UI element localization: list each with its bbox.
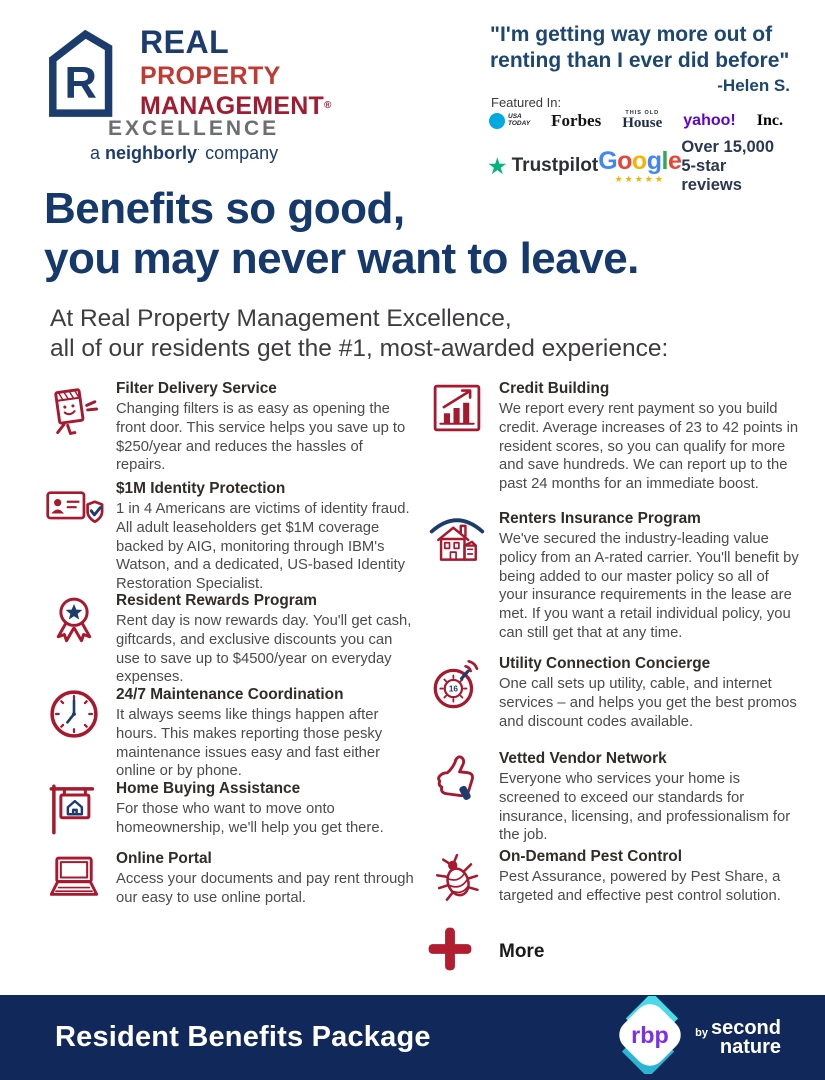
benefit-identity-protection	[42, 480, 414, 594]
insured-house-icon	[425, 510, 489, 643]
brand-wordmark	[140, 26, 332, 119]
benefit-title: Credit Building	[499, 380, 610, 397]
second-nature-wordmark: by second nature	[695, 1016, 781, 1058]
benefit-maintenance	[42, 686, 414, 781]
thermostat-dial-icon	[425, 655, 489, 731]
usa-today-circle-icon	[489, 113, 505, 129]
benefit-title: $1M Identity Protection	[116, 480, 286, 497]
clock-icon	[42, 686, 106, 781]
benefit-title: Vetted Vendor Network	[499, 750, 667, 767]
usa-today-logo: USA TODAY	[489, 113, 530, 129]
benefit-desc: Access your documents and pay rent through our easy to use online portal.	[116, 871, 414, 906]
benefit-desc: We report every rent payment so you build credit. Average increases of 23 to 42 points in resident scores, so you can qualify for more and save hundreds. We can report up to the past 24 months for an immediate boost.	[499, 401, 799, 493]
neighborly-tagline: a neighborly· company	[90, 143, 279, 163]
benefit-desc: 1 in 4 Americans are victims of identity fraud. All adult leaseholders get $1M coverage backed by AIG, monitoring through IBM's Watson, and a dedicated, US-based Identity Restoration Specialist.	[116, 501, 410, 593]
testimonial-quote: "I'm getting way more out of renting than I ever did before"	[490, 23, 790, 72]
trustpilot-star-icon: ★	[487, 152, 508, 179]
svg-text:rbp: rbp	[631, 1021, 669, 1048]
google-stars-icon: ★★★★★	[614, 173, 665, 184]
rbp-second-nature-logo	[613, 996, 781, 1079]
this-old-house-logo: THIS OLD House	[622, 109, 663, 132]
google-logo: Google ★★★★★	[598, 146, 682, 184]
page-subtitle: At Real Property Management Excellence, all of our residents get the #1, most-awarded experience:	[50, 305, 669, 362]
rbp-badge-icon	[613, 996, 687, 1079]
benefit-title: Online Portal	[116, 850, 212, 867]
yahoo-logo: yahoo!	[683, 112, 736, 129]
sub-brand-excellence: EXCELLENCE	[108, 117, 280, 140]
benefit-desc: We've secured the industry-leading value policy from an A-rated carrier. You'll benefit by being added to our master policy so all of your insurance requirements in the lease are met. If you want a retail individual policy, you can still get that at any time.	[499, 531, 799, 641]
benefit-desc: Everyone who services your home is screened to exceed our standards for insurance, licensing, and professionalism for the job.	[499, 771, 791, 844]
press-logos-row	[489, 107, 783, 135]
benefit-title: Resident Rewards Program	[116, 592, 317, 609]
identity-protection-icon	[42, 480, 106, 594]
trustpilot-logo: ★ Trustpilot	[487, 152, 599, 179]
benefit-desc: Rent day is now rewards day. You'll get cash, giftcards, and exclusive discounts you can use to save up to $4500/year on everyday expenses.	[116, 613, 412, 686]
benefit-filter-delivery	[42, 380, 414, 475]
testimonial-attribution: -Helen S.	[717, 76, 790, 95]
filter-delivery-icon	[42, 380, 106, 475]
forbes-logo: Forbes	[551, 111, 602, 130]
benefit-title: 24/7 Maintenance Coordination	[116, 686, 344, 703]
registered-mark: ®	[323, 100, 332, 111]
brand-line-property: PROPERTY	[140, 62, 281, 90]
featured-in-label: Featured In:	[491, 95, 562, 110]
benefit-desc: Changing filters is as easy as opening the front door. This service helps you save up to $250/year and reduces the hassles of repairs.	[116, 401, 406, 474]
benefit-title: On-Demand Pest Control	[499, 848, 682, 865]
benefit-desc: It always seems like things happen after hours. This makes reporting those pesky maintenance issues easy and fast either online or by phone.	[116, 707, 383, 780]
pest-bug-icon	[425, 848, 489, 906]
benefit-title: Filter Delivery Service	[116, 380, 277, 397]
benefit-home-buying	[42, 780, 414, 838]
more-label: More	[499, 940, 545, 962]
svg-text:16: 16	[448, 684, 458, 694]
page-title: Benefits so good, you may never want to leave.	[44, 184, 639, 283]
benefit-desc: One call sets up utility, cable, and internet services – and helps you get the best promos and discount codes available.	[499, 676, 797, 730]
inc-logo: Inc.	[756, 112, 783, 129]
svg-text:R: R	[64, 56, 97, 108]
benefit-vetted-vendors	[425, 750, 801, 845]
benefit-renters-insurance	[425, 510, 801, 643]
benefit-title: Utility Connection Concierge	[499, 655, 711, 672]
brand-line-management: MANAGEMENT®	[140, 92, 332, 120]
benefit-pest-control	[425, 848, 801, 906]
benefit-desc: Pest Assurance, powered by Pest Share, a targeted and effective pest control solution.	[499, 869, 781, 904]
benefit-desc: For those who want to move onto homeownership, we'll help you get there.	[116, 801, 384, 836]
footer-bar	[0, 995, 825, 1080]
home-sign-icon	[42, 780, 106, 838]
thumbs-up-icon	[425, 750, 489, 845]
credit-chart-icon	[425, 380, 489, 494]
benefit-title: Home Buying Assistance	[116, 780, 301, 797]
benefit-credit-building	[425, 380, 801, 494]
laptop-icon	[42, 850, 106, 908]
reviews-count: Over 15,000 5-star reviews	[681, 138, 775, 194]
brand-line-real: REAL	[140, 24, 230, 60]
benefit-resident-rewards	[42, 592, 414, 687]
rewards-ribbon-icon	[42, 592, 106, 687]
rpm-house-logo-icon	[46, 28, 114, 123]
benefit-online-portal	[42, 850, 414, 908]
footer-title: Resident Benefits Package	[55, 1021, 431, 1053]
benefit-more	[427, 924, 544, 979]
benefit-utility-concierge	[425, 655, 801, 731]
benefit-title: Renters Insurance Program	[499, 510, 701, 527]
plus-icon	[427, 924, 473, 979]
